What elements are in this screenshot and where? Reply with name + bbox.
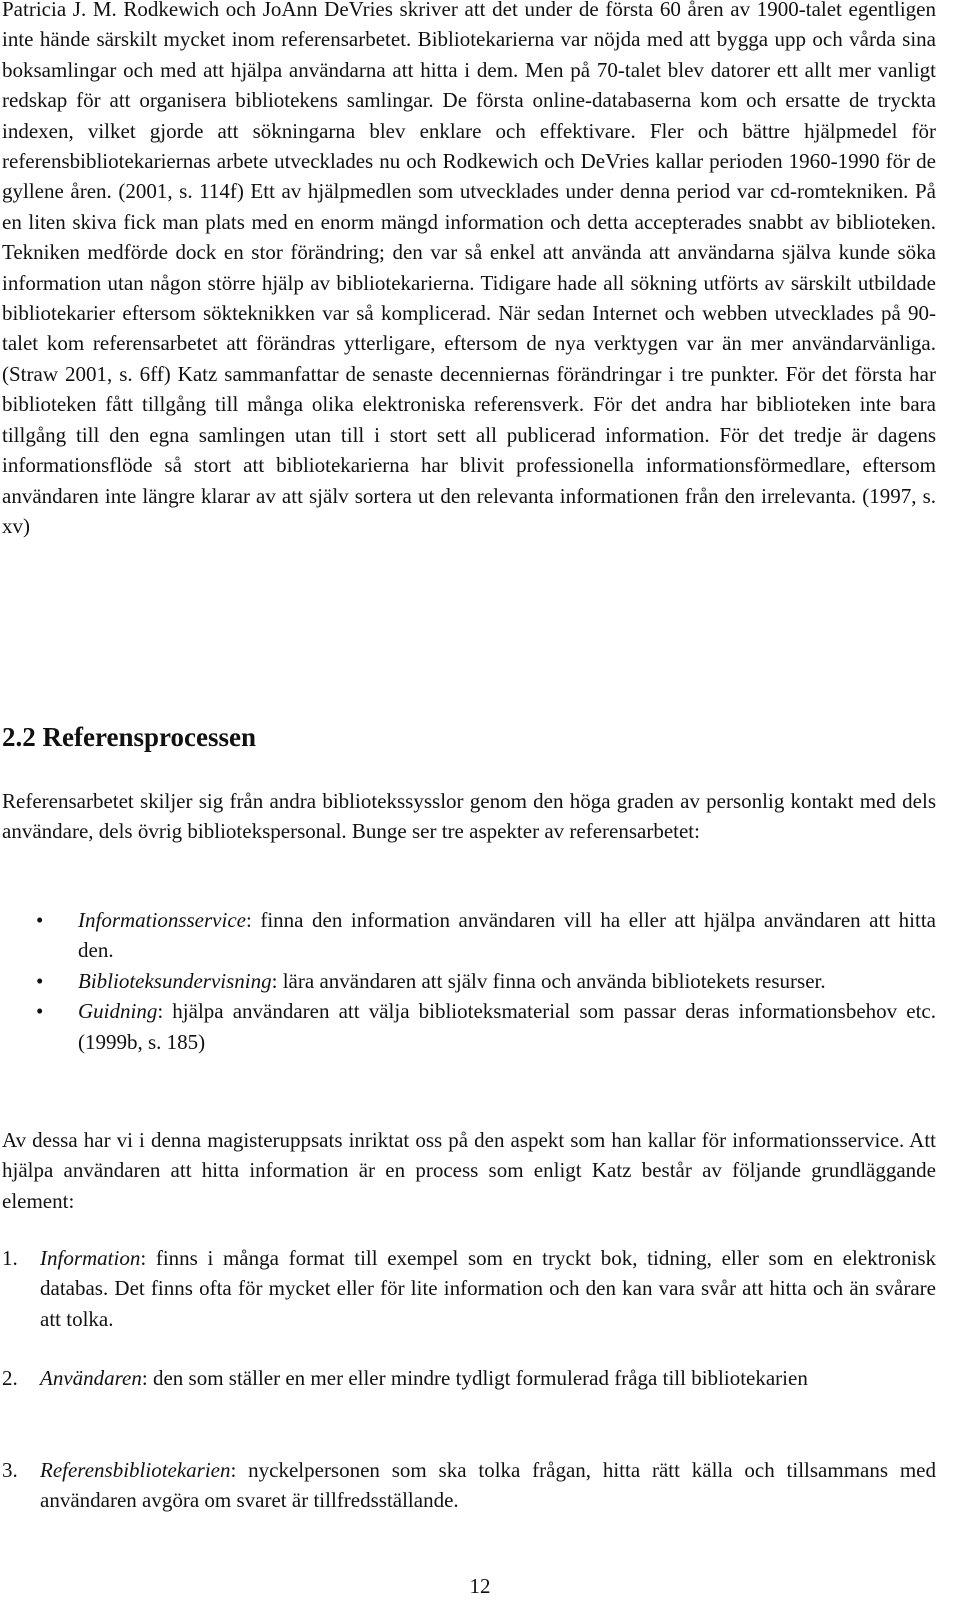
body-paragraph-2: Referensarbetet skiljer sig från andra bibliotekssysslor genom den höga graden av personlig kontakt med dels användare, dels övrig bibliotekspersonal. Bunge ser tre aspekter av referensarbetet: bbox=[2, 789, 936, 844]
bullet-dot: • bbox=[36, 908, 44, 932]
section-heading: 2.2 Referensprocessen bbox=[2, 722, 256, 752]
body-paragraph-3: Av dessa har vi i denna magisteruppsats inriktat oss på den aspekt som han kallar för informationsservice. Att hjälpa användaren att hitta information är en process som enligt Katz består av följande grundläggande element: bbox=[2, 1128, 936, 1213]
bullet-text: : hjälpa användaren att välja biblioteksmaterial som passar deras informationsbehov etc. (1999b, s. 185) bbox=[78, 999, 936, 1054]
bullet-dot: • bbox=[36, 968, 44, 993]
bullet-term: Informationsservice bbox=[78, 908, 246, 932]
item-term: Information bbox=[40, 1246, 141, 1270]
numbered-item-referensbibliotekarien bbox=[2, 1455, 936, 1516]
bullet-item-guidning bbox=[2, 996, 936, 1057]
item-text: : nyckelpersonen som ska tolka frågan, hitta rätt källa och tillsammans med användaren avgöra om svaret är tillfredsställande. bbox=[40, 1458, 936, 1513]
bullet-term: Biblioteksundervisning bbox=[78, 968, 272, 993]
item-text: : den som ställer en mer eller mindre tydligt formulerad fråga till bibliotekarien bbox=[141, 1366, 808, 1390]
item-term: Användaren bbox=[40, 1366, 142, 1390]
numbered-item-information bbox=[2, 1243, 936, 1334]
item-number: 3. bbox=[2, 1458, 18, 1482]
numbered-item-anvandaren bbox=[2, 1363, 936, 1393]
bullet-item-biblioteksundervisning bbox=[2, 966, 936, 996]
item-number: 2. bbox=[2, 1366, 18, 1390]
bullet-dot: • bbox=[36, 999, 44, 1024]
item-text: : finns i många format till exempel som en tryckt bok, tidning, eller som en elektronisk databas. Det finns ofta för mycket eller för lite information och den kan vara svår att hitta och än svårare att tolka. bbox=[40, 1246, 936, 1331]
bullet-text: : finna den information användaren vill ha eller att hjälpa användaren att hitta den. bbox=[78, 908, 936, 963]
bullet-term: Guidning bbox=[78, 999, 158, 1024]
body-paragraph-1: Patricia J. M. Rodkewich och JoAnn DeVries skriver att det under de första 60 åren av 1900-talet egentligen inte hände särskilt mycket inom referensarbetet. Bibliotekarierna var nöjda med att bygga upp och vårda sina boksamlingar och med att hjälpa användarna att hitta i dem. Men på 70-talet blev datorer ett allt mer vanligt redskap för att organisera bibliotekens samlingar. De första online-databaserna kom och ersatte de tryckta indexen, vilket gjorde att sökningarna blev enklare och effektivare. Fler och bättre hjälpmedel för referensbibliotekariernas arbete utvecklades nu och Rodkewich och DeVries kallar perioden 1960-1990 för de gyllene åren. (2001, s. 114f) Ett av hjälpmedlen som utvecklades under denna period var cd-romtekniken. På en liten skiva fick man plats med en enorm mängd information och detta accepterades snabbt av biblioteken. Tekniken medförde dock en stor förändring; den var så enkel att använda att användarna själva kunde söka information utan någon större hjälp av bibliotekarierna. Tidigare hade all sökning utförts av särskilt utbildade bibliotekarier eftersom sökteknikken var så komplicerad. När sedan Internet och webben utvecklades på 90-talet kom referensarbetet att förändras ytterligare, eftersom de nya verktygen var än mer användarvänliga. (Straw 2001, s. 6ff) Katz sammanfattar de senaste decenniernas förändringar i tre punkter. För det första har biblioteken fått tillgång till många olika elektroniska referensverk. För det andra har biblioteken inte bara tillgång till den egna samlingen utan till i stort sett all publicerad information. För det tredje är dagens informationsflöde så stort att bibliotekarierna har blivit professionella informationsförmedlare, eftersom användaren inte längre klarar av att själv sortera ut den relevanta informationen från den irrelevanta. (1997, s. xv) bbox=[2, 0, 936, 538]
item-term: Referensbibliotekarien bbox=[40, 1458, 231, 1482]
bullet-item-informationsservice bbox=[2, 905, 936, 966]
bullet-text: : lära användaren att själv finna och använda bibliotekets resurser. bbox=[271, 968, 826, 993]
aspects-bullet-list bbox=[2, 905, 936, 1057]
item-number: 1. bbox=[2, 1246, 18, 1270]
page-number: 12 bbox=[469, 1574, 491, 1598]
